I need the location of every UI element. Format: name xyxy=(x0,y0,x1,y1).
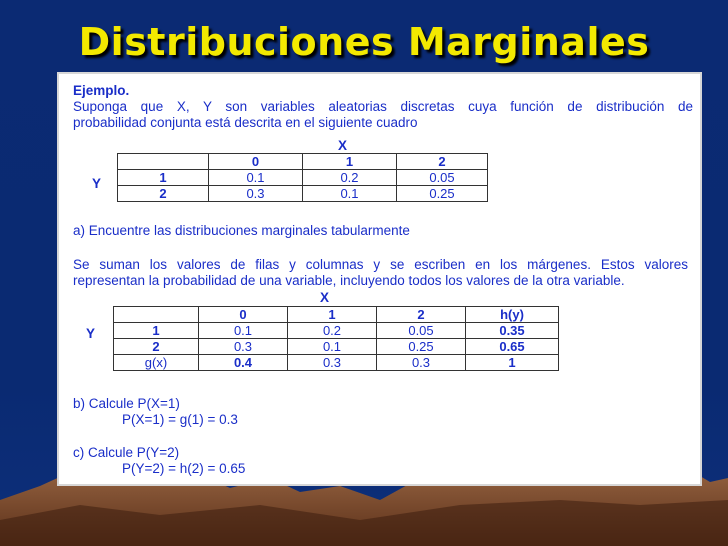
slide-title: Distribuciones Marginales xyxy=(78,20,650,64)
table-cell: 0.3 xyxy=(209,186,303,202)
row-label-cell: 2 xyxy=(114,339,199,355)
table-header-cell: 2 xyxy=(377,307,466,323)
explain-line-2: representan la probabilidad de una variable, incluyendo todos los valores de la otra variable. xyxy=(73,273,625,288)
table-cell: 0.35 xyxy=(466,323,559,339)
table-cell: 0.4 xyxy=(199,355,288,371)
table-row xyxy=(114,355,559,371)
table-cell: 0.2 xyxy=(303,170,397,186)
part-c-text: c) Calcule P(Y=2) xyxy=(73,445,180,460)
table-cell: 0.05 xyxy=(397,170,488,186)
table2-y-label: Y xyxy=(86,326,96,341)
table-cell: 0.1 xyxy=(209,170,303,186)
table-cell: 0.1 xyxy=(288,339,377,355)
table-header-cell: 1 xyxy=(288,307,377,323)
table1-y-label: Y xyxy=(92,176,102,191)
row-label-cell: g(x) xyxy=(114,355,199,371)
intro-line-1: Suponga que X, Y son variables aleatorias discretas cuya función de distribución de xyxy=(73,99,693,114)
table-header-cell: 0 xyxy=(209,154,303,170)
part-a-text: a) Encuentre las distribuciones marginales tabularmente xyxy=(73,223,410,238)
table-cell: 0.3 xyxy=(288,355,377,371)
table-cell: 0.3 xyxy=(377,355,466,371)
marginal-distribution-table xyxy=(113,306,559,371)
example-label: Ejemplo. xyxy=(73,83,130,98)
table-cell: 0.25 xyxy=(377,339,466,355)
table-header-cell: h(y) xyxy=(466,307,559,323)
table-cell: 0.65 xyxy=(466,339,559,355)
table-cell xyxy=(114,307,199,323)
explain-line-1: Se suman los valores de filas y columnas y se escriben en los márgenes. Estos valores xyxy=(73,257,688,272)
table-header-cell: 0 xyxy=(199,307,288,323)
table-row xyxy=(114,339,559,355)
row-label-cell: 1 xyxy=(118,170,209,186)
table-row xyxy=(114,307,559,323)
part-b-text: b) Calcule P(X=1) xyxy=(73,396,180,411)
table-row xyxy=(118,154,488,170)
table-header-cell: 2 xyxy=(397,154,488,170)
table-cell: 0.3 xyxy=(199,339,288,355)
table-cell: 0.2 xyxy=(288,323,377,339)
table2-x-label: X xyxy=(320,290,330,305)
table-cell xyxy=(118,154,209,170)
table-row xyxy=(118,170,488,186)
part-c-answer: P(Y=2) = h(2) = 0.65 xyxy=(122,461,246,476)
table-header-cell: 1 xyxy=(303,154,397,170)
part-b-answer: P(X=1) = g(1) = 0.3 xyxy=(122,412,238,427)
explanation xyxy=(73,257,688,289)
table-row xyxy=(114,323,559,339)
table-cell: 0.05 xyxy=(377,323,466,339)
table1-x-label: X xyxy=(338,138,348,153)
joint-distribution-table xyxy=(117,153,488,202)
row-label-cell: 1 xyxy=(114,323,199,339)
table-cell: 0.1 xyxy=(199,323,288,339)
row-label-cell: 2 xyxy=(118,186,209,202)
table-row xyxy=(118,186,488,202)
content-area xyxy=(73,83,693,131)
table-cell: 0.25 xyxy=(397,186,488,202)
intro-line-2: probabilidad conjunta está descrita en el siguiente cuadro xyxy=(73,115,418,130)
table-cell: 0.1 xyxy=(303,186,397,202)
table-cell: 1 xyxy=(466,355,559,371)
